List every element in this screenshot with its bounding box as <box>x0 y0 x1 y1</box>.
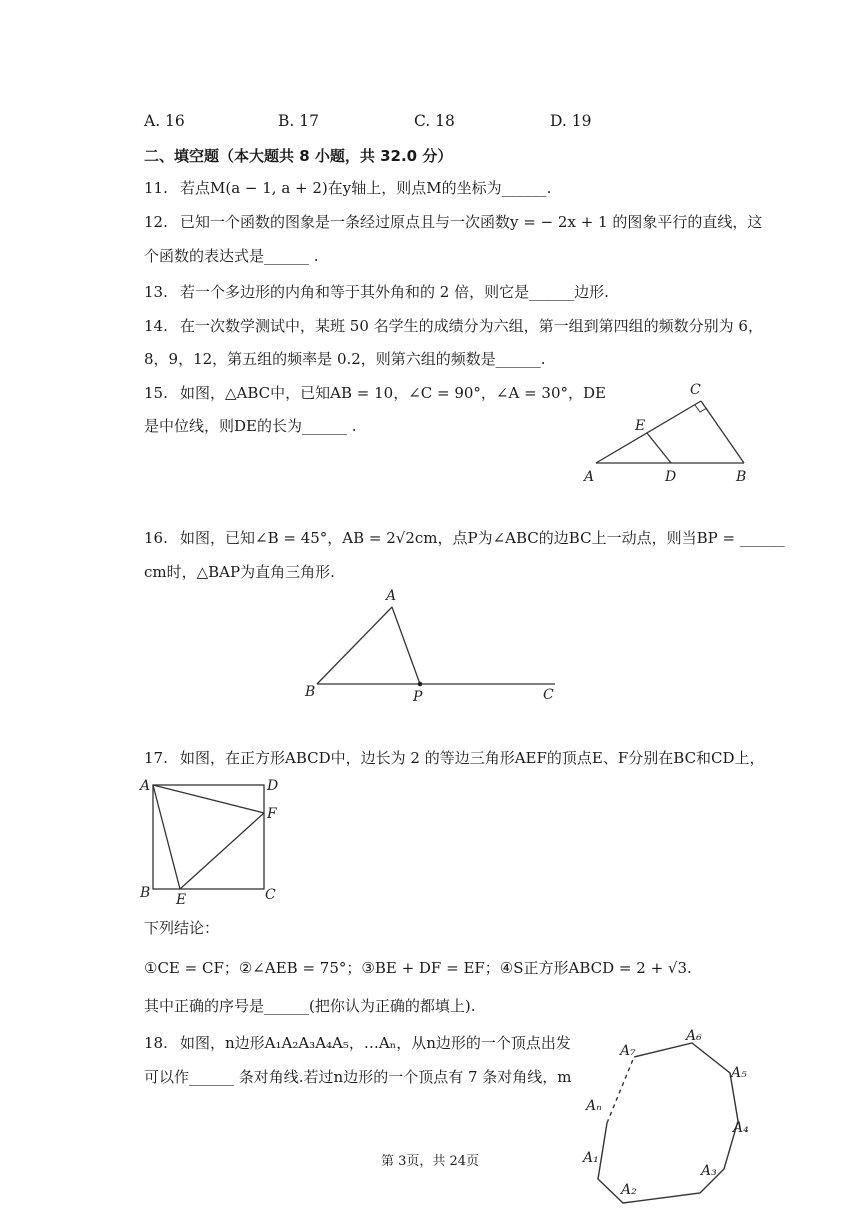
question-number: 16. <box>144 529 168 547</box>
question-11 <box>144 177 551 199</box>
label-c: C <box>543 687 554 703</box>
question-number: 18. <box>144 1034 168 1052</box>
label-a7: A₇ <box>620 1043 636 1059</box>
option-b: B. 17 <box>278 112 319 130</box>
question-text: 如图，在正方形ABCD中，边长为 2 的等边三角形AEF的顶点E、F分别在BC和CD上， <box>180 749 765 767</box>
question-18-line2: 可以作______ 条对角线.若过n边形的一个顶点有 7 条对角线，m <box>144 1068 572 1086</box>
question-14 <box>144 315 763 337</box>
question-12 <box>144 211 762 233</box>
option-d: D. 19 <box>550 112 592 130</box>
question-15 <box>144 382 606 404</box>
label-a5: A₅ <box>731 1065 747 1081</box>
label-e: E <box>176 892 187 905</box>
page-footer: 第 3页，共 24页 <box>380 1154 480 1169</box>
question-text: 已知一个函数的图象是一条经过原点且与一次函数y = − 2x + 1 的图象平行的直线，这 <box>180 213 763 231</box>
label-a3: A₃ <box>701 1163 717 1179</box>
question-17 <box>144 747 765 769</box>
question-number: 12. <box>144 213 168 231</box>
label-c: C <box>265 887 276 903</box>
figure-17 <box>136 773 286 905</box>
question-number: 11. <box>144 179 168 197</box>
label-a1: A₁ <box>583 1150 599 1166</box>
question-text: 如图，n边形A₁A₂A₃A₄A₅，…Aₙ，从n边形的一个顶点出发 <box>180 1034 571 1052</box>
question-number: 14. <box>144 317 168 335</box>
label-d: D <box>267 778 279 794</box>
label-d: D <box>665 469 677 485</box>
question-17-line2: 下列结论： <box>144 919 220 937</box>
label-a: A <box>140 778 151 794</box>
question-15-line2: 是中位线，则DE的长为______ . <box>144 417 357 435</box>
question-text: 如图，△ABC中，已知AB = 10，∠C = 90°，∠A = 30°，DE <box>180 384 606 402</box>
label-a4: A₄ <box>733 1120 749 1136</box>
label-b: B <box>305 684 316 700</box>
label-b: B <box>140 885 151 901</box>
label-p: P <box>413 689 423 705</box>
label-a6: A₆ <box>686 1028 702 1044</box>
question-text: 若一个多边形的内角和等于其外角和的 2 倍，则它是______边形. <box>180 283 609 301</box>
figure-18 <box>578 1026 760 1204</box>
question-number: 15. <box>144 384 168 402</box>
label-e: E <box>635 418 646 434</box>
question-text: 若点M(a − 1, a + 2)在y轴上，则点M的坐标为______. <box>180 179 552 197</box>
question-13 <box>144 281 609 303</box>
label-f: F <box>267 806 277 822</box>
label-a: A <box>584 469 595 485</box>
question-18 <box>144 1032 571 1054</box>
question-number: 13. <box>144 283 168 301</box>
label-a2: A₂ <box>621 1182 637 1198</box>
figure-15 <box>580 378 760 490</box>
question-12-line2: 个函数的表达式是______ . <box>144 247 319 265</box>
label-c: C <box>690 382 701 398</box>
question-17-line3: ①CE = CF；②∠AEB = 75°；③BE + DF = EF；④S正方形ABCD = 2 + √3. <box>144 959 692 977</box>
question-text: 在一次数学测试中，某班 50 名学生的成绩分为六组，第一组到第四组的频数分别为 6， <box>180 317 763 335</box>
label-an: Aₙ <box>586 1098 602 1114</box>
option-c: C. 18 <box>414 112 455 130</box>
question-14-line2: 8，9，12，第五组的频率是 0.2，则第六组的频数是______. <box>144 350 546 368</box>
option-a: A. 16 <box>144 112 185 130</box>
label-b: B <box>736 469 747 485</box>
figure-16 <box>300 585 570 707</box>
question-text: 如图，已知∠B = 45°，AB = 2√2cm，点P为∠ABC的边BC上一动点，则当BP = ______ <box>180 529 785 547</box>
section-title: 二、填空题（本大题共 8 小题，共 32.0 分） <box>144 147 453 165</box>
question-17-line4: 其中正确的序号是______(把你认为正确的都填上). <box>144 997 476 1015</box>
question-16 <box>144 527 785 549</box>
question-number: 17. <box>144 749 168 767</box>
label-a: A <box>386 588 397 604</box>
question-16-line2: cm时，△BAP为直角三角形. <box>144 563 335 581</box>
